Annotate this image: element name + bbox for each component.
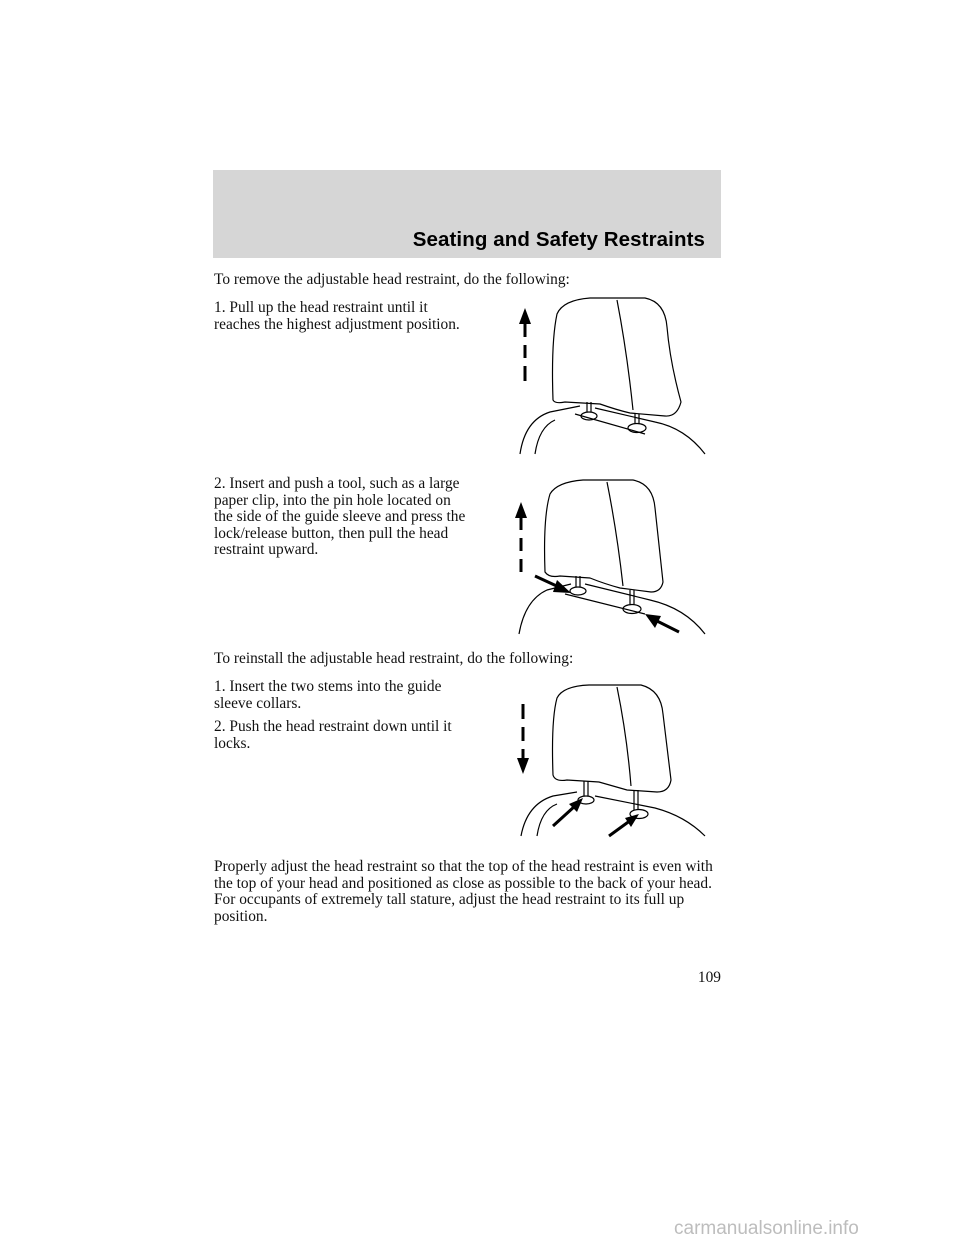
head-restraint-drawing [521,685,705,836]
figure-push-down-head-restraint [505,680,710,840]
pin-hole-arrow-icon [535,576,571,593]
remove-step-2: 2. Insert and push a tool, such as a large paper clip, into the pin hole located on the side of the guide sleeve and press the lock/release button, then pull the head restraint upward. [214,475,466,559]
head-restraint-drawing [520,298,705,454]
page-number: 109 [697,969,721,986]
remove-intro: To remove the adjustable head restraint, do the following: [214,271,570,288]
up-arrow-icon [515,502,527,572]
reinstall-intro: To reinstall the adjustable head restraint, do the following: [214,650,574,667]
closing-paragraph: Properly adjust the head restraint so that the top of the head restraint is even with the top of your head and positioned as close as possible to the back of your head. For occupants of extremely tall stature, adjust the head restraint to its full up position. [214,858,713,925]
down-arrow-icon [517,704,529,774]
stem-insert-arrow-icon [553,798,583,826]
figure-pull-up-head-restraint [505,292,710,457]
pin-hole-arrow-icon [645,614,679,632]
stem-insert-arrow-icon [609,814,639,836]
up-arrow-icon [519,308,531,381]
section-title: Seating and Safety Restraints [412,228,705,251]
remove-step-1: 1. Pull up the head restraint until it reaches the highest adjustment position. [214,299,460,333]
figure-press-lock-release-button [505,472,710,637]
watermark: carmanualsonline.info [674,1218,859,1239]
reinstall-step-2: 2. Push the head restraint down until it locks. [214,718,452,752]
reinstall-step-1: 1. Insert the two stems into the guide sleeve collars. [214,678,442,712]
section-header-band [213,170,721,258]
head-restraint-drawing [519,480,705,634]
